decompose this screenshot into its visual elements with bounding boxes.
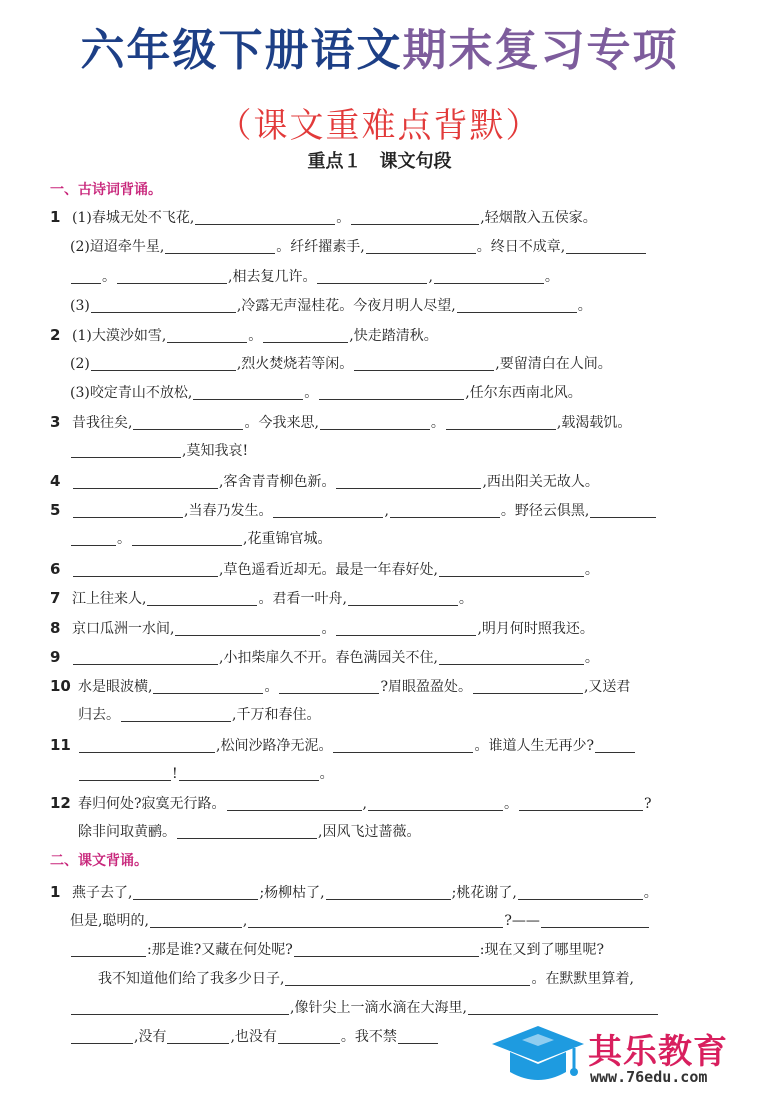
blank[interactable]: [79, 736, 215, 753]
line-text: 。: [336, 210, 351, 226]
line-text: (1)大漠沙如雪,: [72, 328, 167, 344]
line-text: ,当春乃发生。: [184, 503, 273, 519]
question-line: [50, 645, 710, 669]
line-text: ,松间沙路净无泥。: [216, 738, 333, 754]
question-line: [50, 410, 710, 434]
page-subtitle: （课文重难点背默）: [217, 106, 542, 146]
blank[interactable]: [519, 794, 643, 811]
title-part-2: 期末复习专项: [402, 25, 679, 76]
line-text: ,也没有: [230, 1029, 277, 1045]
section-poems: 一、古诗词背诵。: [50, 182, 162, 198]
blank[interactable]: [71, 529, 116, 546]
line-text: 。我不禁: [340, 1029, 397, 1045]
line-text: 。终日不成章,: [476, 239, 566, 255]
line-text: ,快走踏清秋。: [349, 328, 438, 344]
blank[interactable]: [278, 1027, 340, 1044]
blank[interactable]: [351, 208, 479, 225]
blank[interactable]: [336, 472, 481, 489]
line-text: (3): [70, 298, 90, 314]
blank[interactable]: [147, 589, 257, 606]
blank[interactable]: [368, 794, 503, 811]
line-text: 。: [458, 591, 473, 607]
logo-url: www.76edu.com: [590, 1068, 708, 1086]
logo-name: 其乐教育: [588, 1032, 728, 1072]
blank[interactable]: [439, 648, 584, 665]
blank[interactable]: [333, 736, 473, 753]
line-text: 。: [248, 328, 263, 344]
blank[interactable]: [541, 911, 649, 928]
line-text: 京口瓜洲一水间,: [72, 621, 175, 637]
line-text: !: [172, 766, 178, 782]
question-line: [50, 880, 710, 904]
blank[interactable]: [227, 794, 362, 811]
question-line: [50, 967, 710, 991]
question-number: 10: [50, 677, 71, 695]
blank[interactable]: [566, 237, 646, 254]
line-text: ,: [428, 269, 433, 285]
line-text: 水是眼波横,: [78, 679, 153, 695]
blank[interactable]: [150, 911, 242, 928]
line-text: 。纤纤擢素手,: [276, 239, 365, 255]
line-text: ,相去复几许。: [228, 269, 317, 285]
blank[interactable]: [179, 764, 319, 781]
line-text: 。谁道人生无再少?: [474, 738, 594, 754]
line-text: ,又送君: [583, 679, 631, 695]
line-text: 除非问取黄鹂。: [78, 824, 176, 840]
line-text: 。: [584, 650, 599, 666]
blank[interactable]: [473, 677, 583, 694]
line-text: ,: [242, 913, 248, 929]
question-line: [50, 498, 710, 522]
line-text: ,没有: [134, 1029, 167, 1045]
blank[interactable]: [457, 296, 577, 313]
question-number: 1: [50, 883, 61, 901]
blank[interactable]: [285, 969, 530, 986]
question-number: 8: [50, 619, 61, 637]
question-number: 3: [50, 413, 61, 431]
question-line: [50, 703, 710, 727]
question-line: [50, 527, 710, 551]
blank[interactable]: [175, 619, 320, 636]
question-number: 5: [50, 501, 61, 519]
blank[interactable]: [366, 237, 476, 254]
line-text: (2): [70, 356, 90, 372]
question-line: [50, 762, 710, 786]
line-text: 昔我往矣,: [72, 415, 133, 431]
line-text: 。: [321, 621, 336, 637]
line-text: :那是谁?又藏在何处呢?: [147, 942, 293, 958]
line-text: ;杨柳枯了,: [259, 885, 325, 901]
line-text: (3)咬定青山不放松,: [70, 385, 193, 401]
blank[interactable]: [79, 764, 171, 781]
blank[interactable]: [133, 413, 243, 430]
blank[interactable]: [326, 883, 451, 900]
line-text: ,: [384, 503, 389, 519]
question-line: [50, 235, 710, 259]
blank[interactable]: [193, 383, 303, 400]
question-line: [50, 205, 710, 229]
section-heading: 重点１ 课文句段: [307, 151, 452, 172]
blank[interactable]: [317, 267, 427, 284]
question-number: 4: [50, 472, 61, 490]
blank[interactable]: [153, 677, 263, 694]
blank[interactable]: [132, 529, 242, 546]
line-text: ,冷露无声湿桂花。今夜月明人尽望,: [236, 298, 456, 314]
blank[interactable]: [294, 940, 479, 957]
line-text: ;桃花谢了,: [451, 885, 517, 901]
question-line: [50, 294, 710, 318]
blank[interactable]: [71, 1027, 133, 1044]
blank[interactable]: [91, 354, 236, 371]
question-number: 12: [50, 794, 71, 812]
line-text: ,载渴载饥。: [556, 415, 632, 431]
question-number: 9: [50, 648, 61, 666]
question-line: [50, 469, 710, 493]
line-text: 。: [264, 679, 279, 695]
blank[interactable]: [263, 326, 348, 343]
line-text: ?眉眼盈盈处。: [380, 679, 472, 695]
line-text: ,轻烟散入五侯家。: [480, 210, 597, 226]
line-text: 。: [584, 562, 599, 578]
question-line: [50, 323, 710, 347]
blank[interactable]: [590, 501, 656, 518]
blank[interactable]: [595, 736, 635, 753]
blank[interactable]: [319, 383, 464, 400]
line-text: ,小扣柴扉久不开。春色满园关不住,: [219, 650, 438, 666]
line-text: ,像针尖上一滴水滴在大海里,: [290, 1000, 467, 1016]
line-text: (2)迢迢牵牛星,: [70, 239, 165, 255]
line-text: ?: [643, 796, 652, 812]
line-text: 但是,聪明的,: [70, 913, 149, 929]
blank[interactable]: [434, 267, 544, 284]
blank[interactable]: [348, 589, 458, 606]
question-line: [50, 616, 710, 640]
question-line: [50, 586, 710, 610]
line-text: ,: [362, 796, 367, 812]
line-text: 江上往来人,: [72, 591, 147, 607]
blank[interactable]: [273, 501, 383, 518]
line-text: ,任尔东西南北风。: [465, 385, 582, 401]
line-text: 。在默默里算着,: [531, 971, 634, 987]
line-text: ,因风飞过蔷薇。: [318, 824, 421, 840]
blank[interactable]: [71, 998, 289, 1015]
blank[interactable]: [439, 560, 584, 577]
line-text: :现在又到了哪里呢?: [479, 942, 604, 958]
line-text: ,明月何时照我还。: [477, 621, 594, 637]
line-text: 。君看一叶舟,: [258, 591, 347, 607]
line-text: 。今我来思,: [244, 415, 319, 431]
page-title: [0, 14, 759, 78]
line-text: ,烈火焚烧若等闲。: [236, 356, 354, 372]
question-line: [50, 439, 710, 463]
line-text: 归去。: [78, 707, 120, 723]
line-text: 。: [319, 766, 334, 782]
question-number: 11: [50, 736, 71, 754]
question-number: 6: [50, 560, 61, 578]
title-part-1: 六年级下册语文: [80, 25, 403, 76]
blank[interactable]: [336, 619, 476, 636]
line-text: ,客舍青青柳色新。: [219, 474, 336, 490]
question-line: [50, 733, 710, 757]
question-number: 7: [50, 589, 61, 607]
line-text: 春归何处?寂寞无行路。: [78, 796, 226, 812]
blank[interactable]: [248, 911, 503, 928]
line-text: 。: [304, 385, 319, 401]
question-line: [50, 820, 710, 844]
blank[interactable]: [320, 413, 430, 430]
question-line: [50, 909, 710, 933]
blank[interactable]: [177, 822, 317, 839]
question-line: [50, 791, 710, 815]
line-text: 燕子去了,: [72, 885, 133, 901]
blank[interactable]: [518, 883, 643, 900]
question-number: 2: [50, 326, 61, 344]
section-texts: 二、课文背诵。: [50, 853, 148, 869]
line-text: 。: [577, 298, 592, 314]
blank[interactable]: [73, 648, 218, 665]
question-line: [50, 938, 710, 962]
line-text: (1)春城无处不飞花,: [72, 210, 195, 226]
line-text: ,要留清白在人间。: [495, 356, 612, 372]
line-text: 。: [643, 885, 658, 901]
blank[interactable]: [117, 267, 227, 284]
line-text: ,西出阳关无故人。: [482, 474, 599, 490]
question-line: [50, 265, 710, 289]
blank[interactable]: [73, 501, 183, 518]
line-text: 我不知道他们给了我多少日子,: [98, 971, 285, 987]
blank[interactable]: [468, 998, 658, 1015]
blank[interactable]: [446, 413, 556, 430]
question-line: [50, 381, 710, 405]
blank[interactable]: [195, 208, 335, 225]
line-text: 。野径云俱黑,: [500, 503, 590, 519]
question-line: [50, 996, 710, 1020]
line-text: ,花重锦官城。: [243, 531, 332, 547]
blank[interactable]: [279, 677, 379, 694]
blank[interactable]: [167, 1027, 229, 1044]
blank[interactable]: [73, 560, 218, 577]
blank[interactable]: [133, 883, 258, 900]
blank[interactable]: [73, 472, 218, 489]
blank[interactable]: [390, 501, 500, 518]
question-line: [50, 557, 710, 581]
line-text: 。: [117, 531, 131, 547]
line-text: 。: [503, 796, 518, 812]
blank[interactable]: [167, 326, 247, 343]
line-text: ?——: [504, 913, 540, 929]
line-text: 。: [430, 415, 445, 431]
line-text: ,草色遥看近却无。最是一年春好处,: [219, 562, 438, 578]
blank[interactable]: [71, 940, 146, 957]
blank[interactable]: [71, 267, 101, 284]
line-text: 。: [102, 269, 116, 285]
blank[interactable]: [71, 441, 181, 458]
blank[interactable]: [121, 705, 231, 722]
question-line: [50, 352, 710, 376]
blank[interactable]: [165, 237, 275, 254]
blank[interactable]: [91, 296, 236, 313]
question-number: 1: [50, 208, 61, 226]
blank[interactable]: [354, 354, 494, 371]
line-text: ,莫知我哀!: [182, 443, 249, 459]
blank[interactable]: [398, 1027, 438, 1044]
line-text: ,千万和春住。: [232, 707, 321, 723]
question-line: [50, 674, 710, 698]
line-text: 。: [544, 269, 559, 285]
